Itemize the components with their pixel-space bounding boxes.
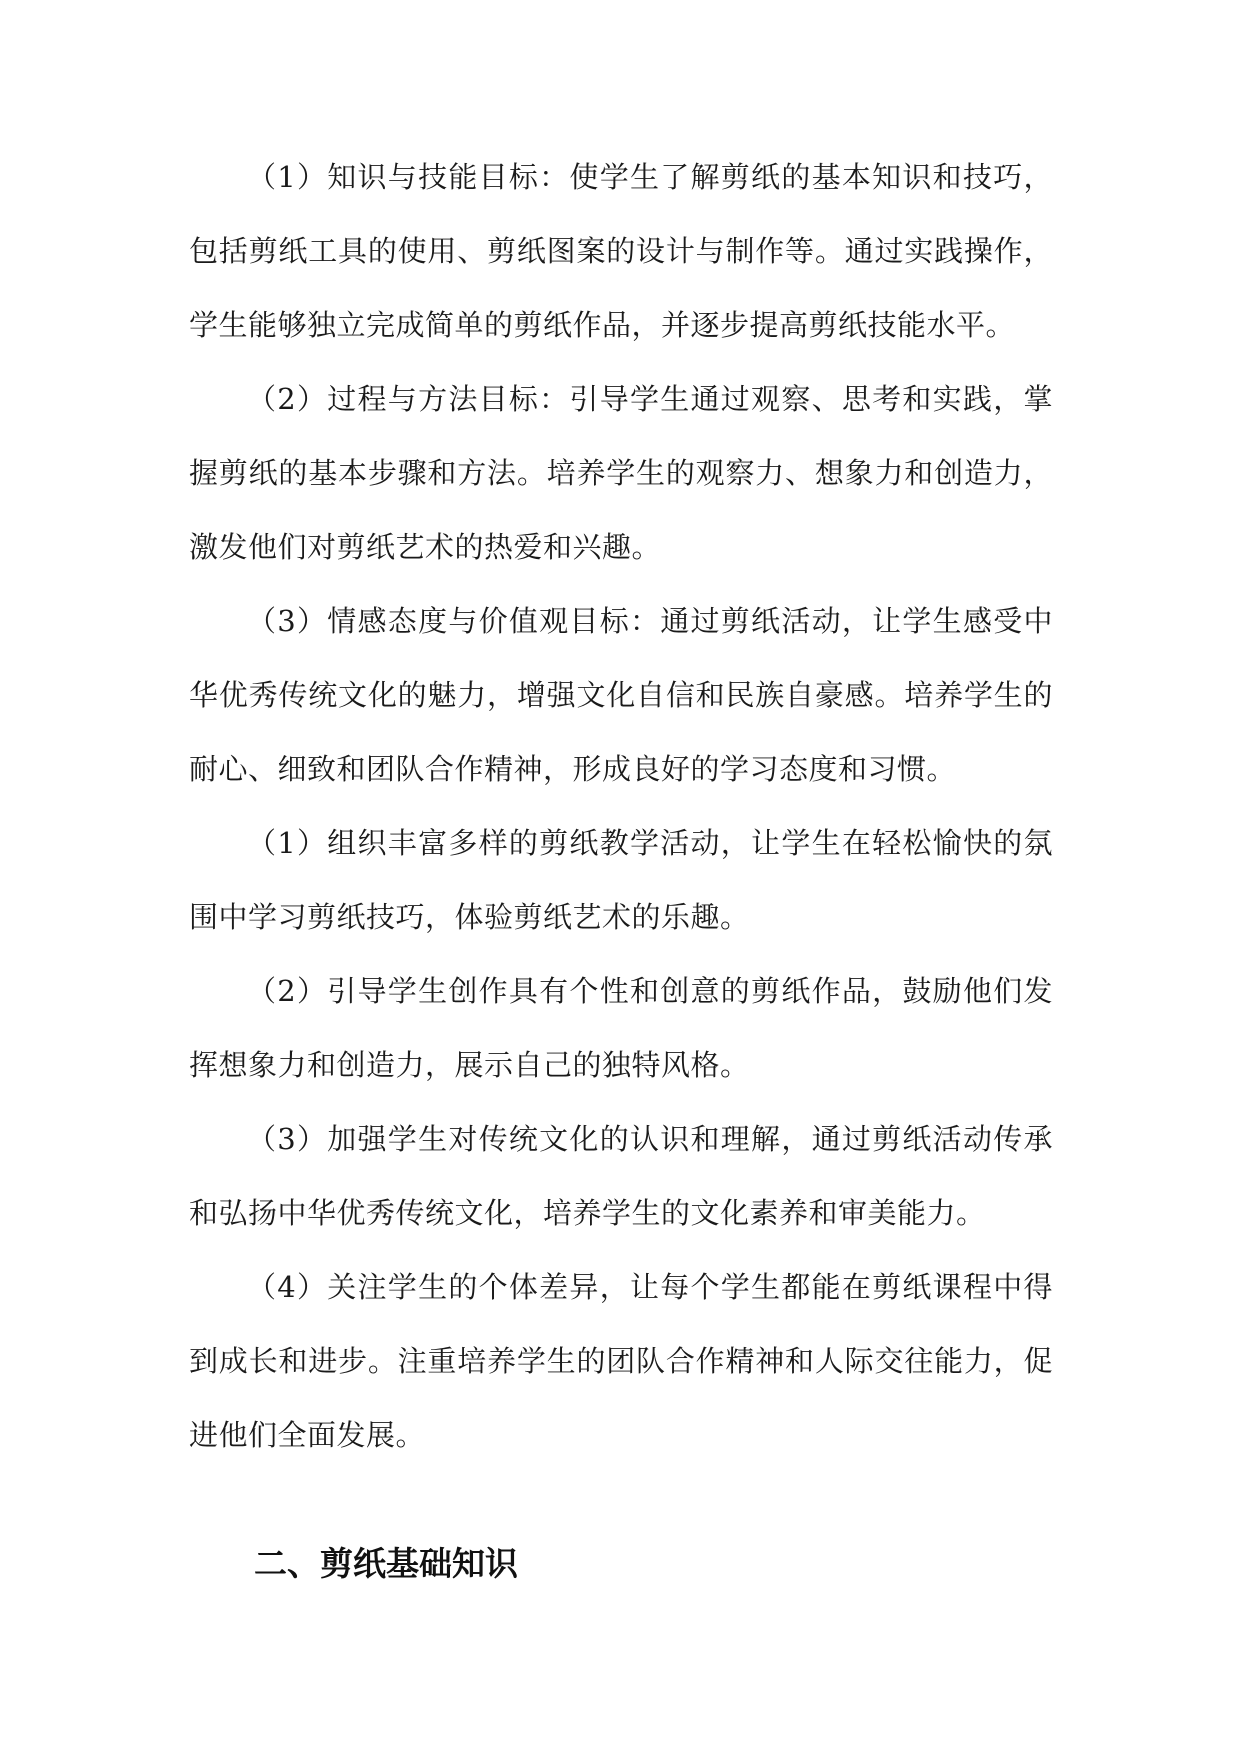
paragraph-task-individual-differences: （4）关注学生的个体差异，让每个学生都能在剪纸课程中得到成长和进步。注重培养学生的团队合作精神和人际交往能力，促进他们全面发展。 <box>189 1270 1053 1452</box>
paragraph-objective-process-methods: （2）过程与方法目标：引导学生通过观察、思考和实践，掌握剪纸的基本步骤和方法。培养学生的观察力、想象力和创造力，激发他们对剪纸艺术的热爱和兴趣。 <box>189 382 1053 564</box>
paragraph-task-traditional-culture: （3）加强学生对传统文化的认识和理解，通过剪纸活动传承和弘扬中华优秀传统文化，培养学生的文化素养和审美能力。 <box>189 1122 1053 1230</box>
paragraph-task-creative-works: （2）引导学生创作具有个性和创意的剪纸作品，鼓励他们发挥想象力和创造力，展示自己的独特风格。 <box>189 974 1053 1082</box>
paragraph-task-teaching-activities: （1）组织丰富多样的剪纸教学活动，让学生在轻松愉快的氛围中学习剪纸技巧，体验剪纸艺术的乐趣。 <box>189 826 1053 934</box>
paragraph-objective-emotion-values: （3）情感态度与价值观目标：通过剪纸活动，让学生感受中华优秀传统文化的魅力，增强文化自信和民族自豪感。培养学生的耐心、细致和团队合作精神，形成良好的学习态度和习惯。 <box>189 604 1053 786</box>
paragraph-objective-knowledge-skills: （1）知识与技能目标：使学生了解剪纸的基本知识和技巧，包括剪纸工具的使用、剪纸图案的设计与制作等。通过实践操作，学生能够独立完成简单的剪纸作品，并逐步提高剪纸技能水平。 <box>189 160 1053 342</box>
section-heading: 二、剪纸基础知识 <box>254 1544 518 1583</box>
document-body <box>189 140 1053 1472</box>
